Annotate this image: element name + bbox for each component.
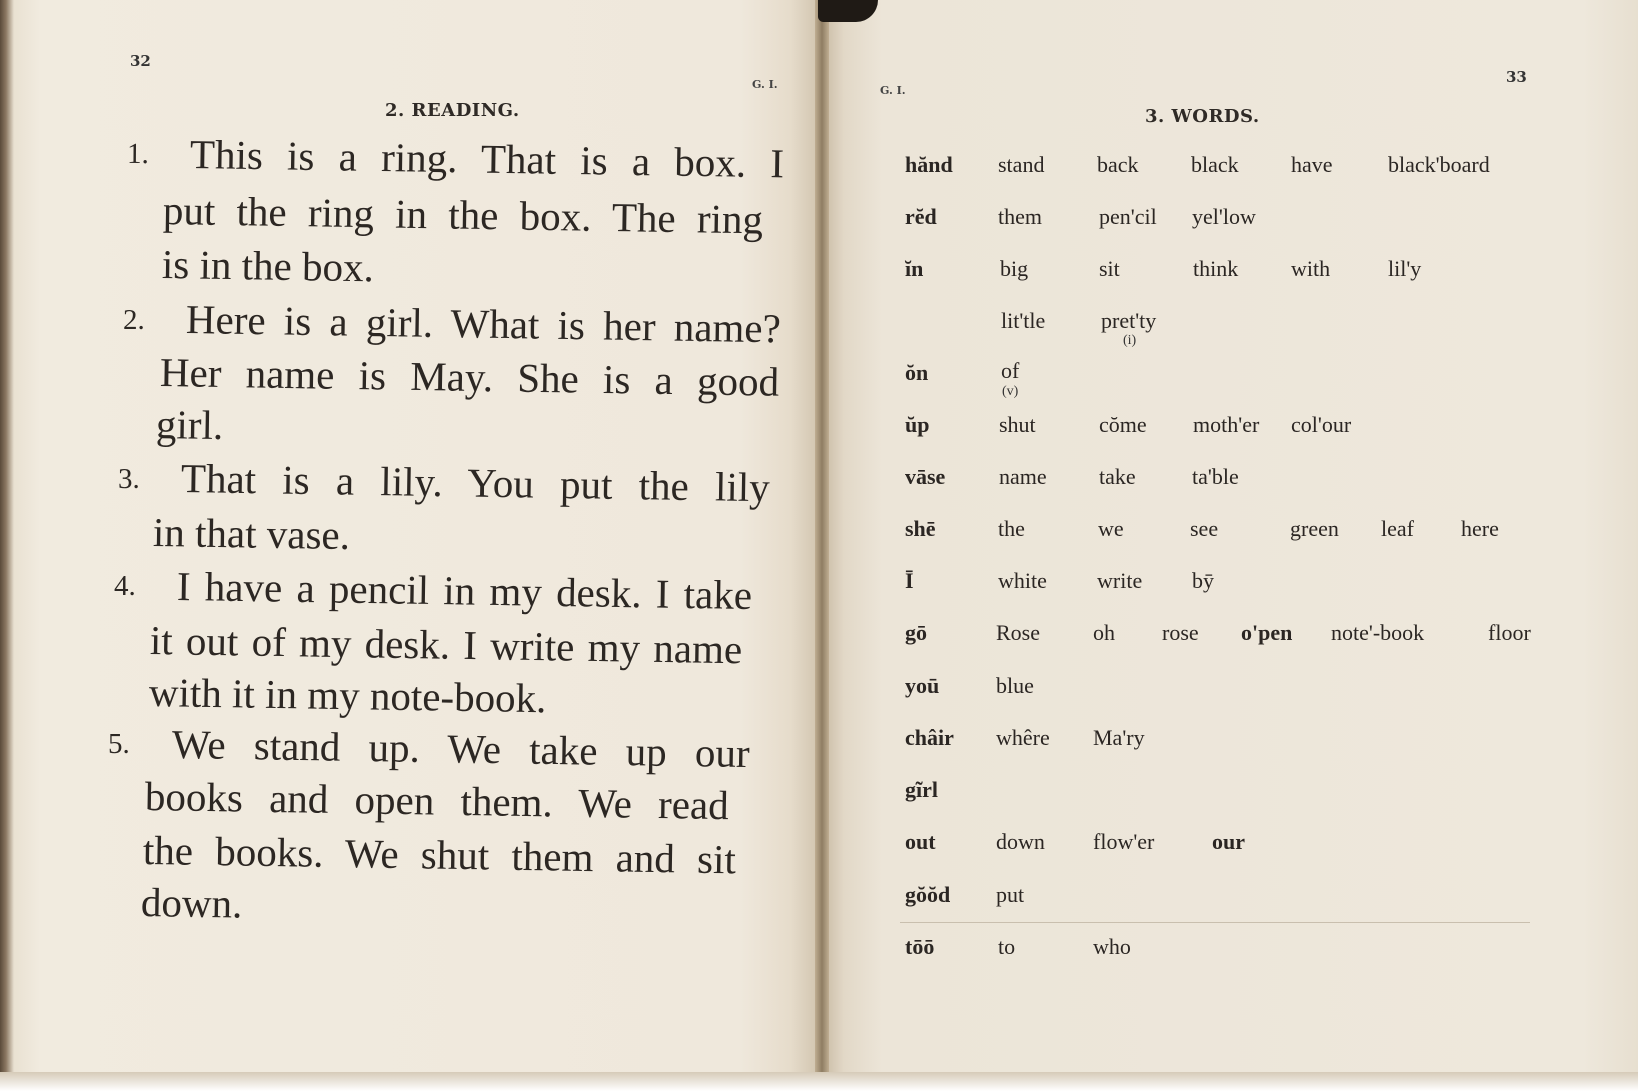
word: black (1191, 152, 1239, 177)
word: pret'ty (1101, 308, 1157, 333)
word: o'pen (1241, 620, 1293, 645)
word: of (1001, 358, 1020, 383)
word: yel'low (1192, 204, 1256, 229)
paragraph-line: girl. (155, 401, 224, 449)
word: to (998, 934, 1016, 959)
paragraph-line: This is a ring. That is a box. I (189, 131, 785, 187)
word-key: yoū (905, 673, 940, 698)
paragraph-number: 5. (108, 728, 130, 760)
pronunciation-note: (v) (1002, 384, 1019, 399)
word-key: Ī (905, 568, 914, 593)
word: col'our (1291, 412, 1352, 437)
page-number: 33 (1506, 68, 1527, 86)
word-key: gĩrl (905, 777, 938, 802)
word: here (1461, 516, 1499, 541)
paragraph-line: in that vase. (152, 509, 351, 559)
paragraph-number: 4. (114, 570, 136, 602)
word: lit'tle (1001, 308, 1046, 333)
word-key: ŭp (905, 412, 930, 437)
word: down (996, 829, 1045, 854)
word-key: gō (905, 620, 927, 645)
paragraph-line: Her name is May. She is a good (159, 349, 780, 405)
book-gutter (815, 0, 829, 1085)
page-number: 32 (130, 52, 151, 70)
left-page (0, 0, 822, 1085)
paragraph-line: is in the box. (161, 241, 375, 291)
paragraph-line: put the ring in the box. The ring (162, 187, 764, 243)
paragraph-line: the books. We shut them and sit (142, 827, 737, 883)
word: shut (999, 412, 1036, 437)
word: cŏme (1099, 412, 1147, 437)
paragraph-line: We stand up. We take up our (171, 721, 751, 777)
word: who (1093, 934, 1131, 959)
word-key: shē (905, 516, 936, 541)
word-key: châir (905, 725, 954, 750)
word: black'board (1388, 152, 1490, 177)
word: white (998, 568, 1047, 593)
word: back (1097, 152, 1139, 177)
word-key: ĭn (905, 256, 924, 281)
word: lil'y (1388, 256, 1422, 281)
word: rose (1162, 620, 1199, 645)
word: Rose (996, 620, 1040, 645)
paragraph-line: it out of my desk. I write my name (149, 617, 743, 673)
paragraph-number: 1. (126, 137, 149, 171)
page-bottom-edge (0, 1072, 1638, 1091)
section-heading: 3. WORDS. (1145, 106, 1260, 127)
word-key: rĕd (905, 204, 937, 229)
word: take (1099, 464, 1136, 489)
word: leaf (1381, 516, 1414, 541)
word: have (1291, 152, 1333, 177)
word: the (998, 516, 1025, 541)
word-key: ŏn (905, 360, 929, 385)
word-key: out (905, 829, 936, 854)
signature-mark: G. I. (752, 78, 778, 91)
word: we (1098, 516, 1124, 541)
word: stand (998, 152, 1045, 177)
word: whêre (996, 725, 1050, 750)
word: floor (1488, 620, 1531, 645)
word: with (1291, 256, 1331, 281)
section-heading: 2. READING. (385, 100, 520, 121)
word: write (1097, 568, 1143, 593)
word: our (1212, 829, 1245, 854)
word: blue (996, 673, 1034, 698)
pronunciation-note: (i) (1123, 333, 1137, 348)
word: bȳ (1192, 568, 1214, 593)
word: put (996, 882, 1025, 907)
paragraph-line: I have a pencil in my desk. I take (176, 563, 753, 619)
paragraph-number: 3. (118, 463, 140, 495)
word: moth'er (1193, 412, 1260, 437)
word: note'-book (1331, 620, 1425, 645)
paragraph-line: books and open them. We read (144, 773, 730, 829)
paragraph-line: Here is a girl. What is her name? (185, 296, 782, 352)
word: sit (1099, 256, 1120, 281)
word: ta'ble (1192, 464, 1239, 489)
paragraph-line: with it in my note-book. (148, 669, 547, 722)
paragraph-line: down. (140, 879, 243, 927)
word-key: gŏŏd (905, 882, 951, 907)
word: them (998, 204, 1042, 229)
word: name (999, 464, 1047, 489)
signature-mark: G. I. (880, 84, 906, 97)
word: big (1000, 256, 1029, 281)
word: flow'er (1093, 829, 1155, 854)
word-key: hănd (905, 152, 953, 177)
word: see (1190, 516, 1219, 541)
word: green (1290, 516, 1339, 541)
word: Ma'ry (1093, 725, 1145, 750)
word: pen'cil (1099, 204, 1157, 229)
word-key: vāse (905, 464, 946, 489)
divider-rule (900, 922, 1530, 923)
paragraph-number: 2. (123, 304, 145, 336)
word-key: tōō (905, 934, 935, 959)
word: think (1193, 256, 1239, 281)
word: oh (1093, 620, 1115, 645)
paragraph-line: That is a lily. You put the lily (180, 455, 771, 511)
